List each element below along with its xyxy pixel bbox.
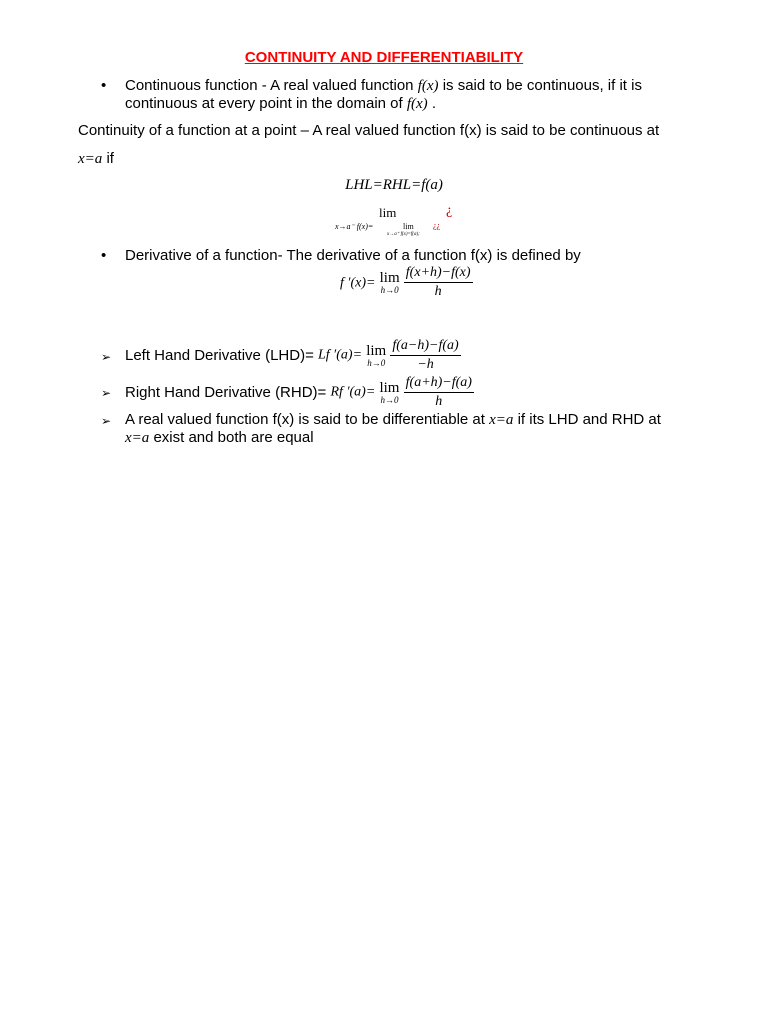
derivative-fraction [404,265,473,300]
math-x-equals-a: x=a [78,151,103,167]
page-title: CONTINUITY AND DIFFERENTIABILITY [244,49,524,66]
equation2-small-sub: x→a⁺ f(x)=f(a); [387,232,420,237]
equation2-left: x→a⁻ f(x)= [335,222,374,231]
lim-word: lim [379,270,400,286]
rhd-lim [379,380,399,405]
text: continuous at every point in the domain of [125,95,403,112]
lhd-fraction [390,338,460,373]
bullet-marker: • [101,77,107,94]
lhd-text: Left Hand Derivative (LHD)= [125,347,314,364]
arrow-bullet: ➢ [101,414,112,428]
equation-lhl-rhl: LHL=RHL=f(a) [345,177,443,193]
continuity-point-line1: Continuity of a function at a point – A real valued function f(x) is said to be continuous at [78,122,660,139]
arrow-bullet: ➢ [101,350,112,364]
continuous-function-line2 [125,95,436,113]
equation2-glyph2: ¿¿ [433,221,441,230]
text: . [431,95,437,112]
continuous-function-line1 [125,77,642,95]
text: exist and both are equal [153,429,314,446]
denominator: −h [417,357,434,372]
lim-word: lim [379,380,400,396]
text: if [106,150,114,167]
lim-sub: h→0 [367,358,386,368]
rhd-text: Right Hand Derivative (RHD)= [125,384,327,401]
derivative-lhs: f ′(x)= [340,275,376,291]
math-x-equals-a: x=a [125,430,150,446]
text: if its LHD and RHD at [517,411,661,428]
text: is said to be continuous, if it is [442,77,642,94]
numerator: f(x+h)−f(x) [404,265,473,283]
differentiable-line1 [125,411,661,429]
text: A real valued function f(x) is said to be differentiable at [125,411,485,428]
derivative-lim [380,270,400,295]
rhd-fraction [404,375,474,410]
lhd-lim [366,343,386,368]
lim-sub: h→0 [380,395,399,405]
numerator: f(a+h)−f(a) [404,375,474,393]
math-x-equals-a: x=a [489,412,514,428]
math-fx: f(x) [406,96,428,112]
numerator: f(a−h)−f(a) [390,338,460,356]
differentiable-line2 [125,429,314,447]
denominator: h [434,284,442,299]
equation2-glyph: ¿ [446,203,453,218]
rhd-line [125,375,474,410]
denominator: h [435,394,443,409]
derivative-formula [340,265,473,300]
arrow-bullet: ➢ [101,386,112,400]
lim-sub: h→0 [380,285,399,295]
equation2-lim: lim [379,205,397,220]
bullet-marker: • [101,247,107,264]
lhd-lhs: Lf ′(a)= [318,347,363,363]
continuity-point-line2 [78,150,114,168]
rhd-lhs: Rf ′(a)= [330,384,376,400]
derivative-definition-text: Derivative of a function- The derivative of a function f(x) is defined by [125,247,581,264]
equation2-small-lim: lim [403,222,414,231]
lim-word: lim [366,343,387,359]
lhd-line [125,338,461,373]
math-fx: f(x) [417,78,439,94]
text: Continuous function - A real valued function [125,77,414,94]
